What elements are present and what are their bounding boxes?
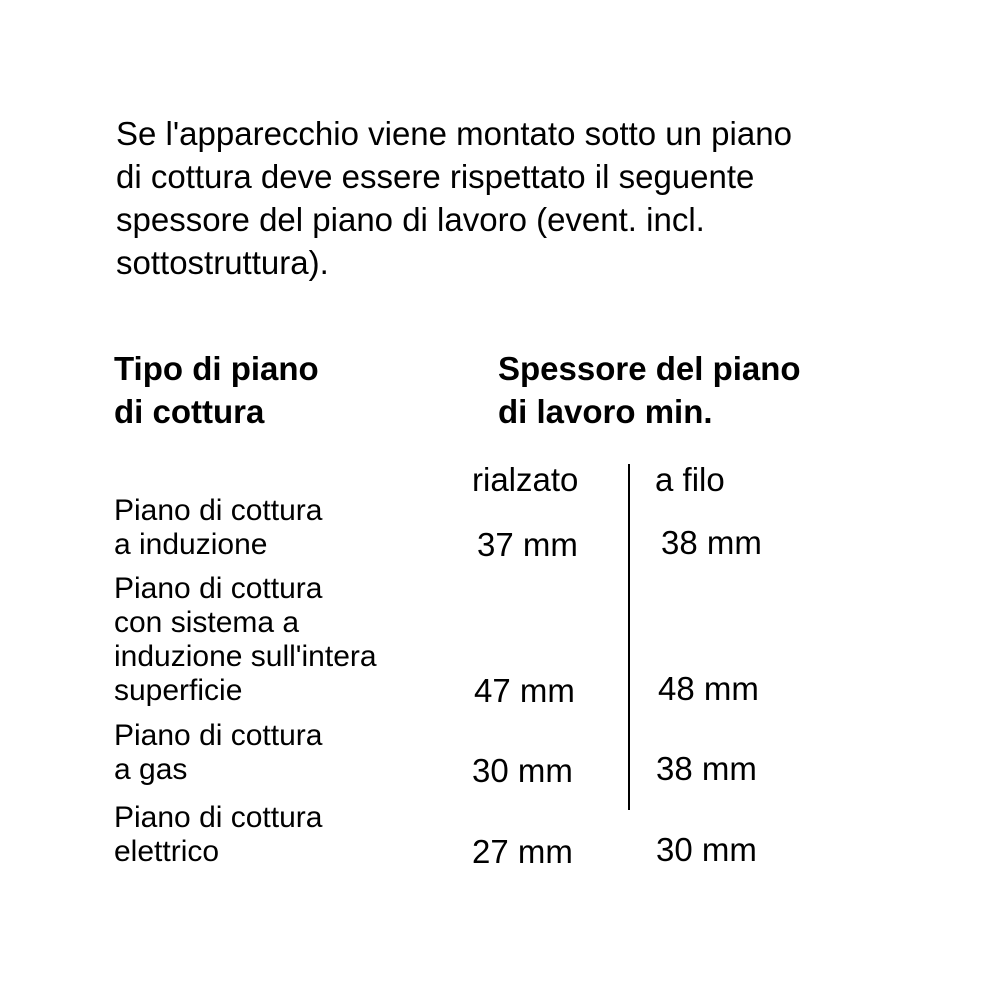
column-header-hob-type — [114, 347, 319, 433]
column-header-line: Tipo di piano — [114, 350, 319, 387]
value-raised-full-surface-induction: 47 mm — [474, 672, 575, 709]
intro-line: spessore del piano di lavoro (event. incl. — [116, 201, 705, 238]
row-label-line: Piano di cottura — [114, 801, 323, 834]
row-label-line: induzione sull'intera — [114, 640, 377, 673]
intro-paragraph — [116, 112, 916, 284]
value-flush-full-surface-induction: 48 mm — [658, 670, 759, 707]
row-label-line: Piano di cottura — [114, 719, 323, 752]
subheader-flush: a filo — [655, 461, 725, 498]
column-header-thickness — [498, 347, 801, 433]
column-header-line: di lavoro min. — [498, 393, 713, 430]
row-label-line: Piano di cottura — [114, 572, 323, 605]
value-raised-electric: 27 mm — [472, 833, 573, 870]
intro-line: Se l'apparecchio viene montato sotto un piano — [116, 115, 792, 152]
subheader-raised: rialzato — [472, 461, 579, 498]
value-raised-gas: 30 mm — [472, 752, 573, 789]
intro-line: di cottura deve essere rispettato il seguente — [116, 158, 755, 195]
intro-line: sottostruttura). — [116, 244, 329, 281]
row-label-line: superficie — [114, 674, 243, 707]
row-label-line: con sistema a — [114, 606, 300, 639]
row-label-line: elettrico — [114, 835, 220, 868]
column-header-line: Spessore del piano — [498, 350, 801, 387]
row-label-line: a induzione — [114, 528, 268, 561]
column-divider — [628, 464, 630, 810]
row-label-full-surface-induction — [114, 572, 377, 708]
value-flush-induction: 38 mm — [661, 524, 762, 561]
row-label-induction — [114, 494, 322, 562]
row-label-electric — [114, 801, 322, 869]
row-label-line: Piano di cottura — [114, 494, 323, 527]
value-flush-gas: 38 mm — [656, 750, 757, 787]
column-header-line: di cottura — [114, 393, 265, 430]
row-label-gas — [114, 719, 322, 787]
value-flush-electric: 30 mm — [656, 831, 757, 868]
value-raised-induction: 37 mm — [477, 526, 578, 563]
row-label-line: a gas — [114, 753, 188, 786]
